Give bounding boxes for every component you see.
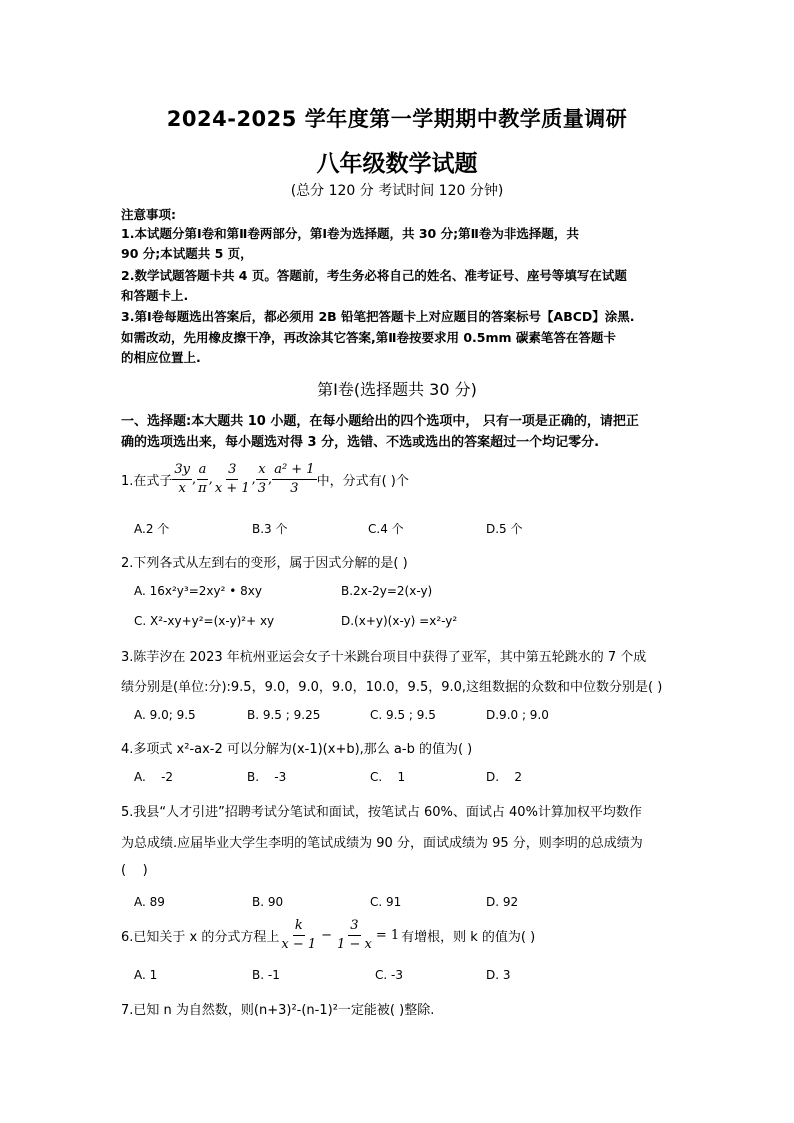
- question-6-stem: [121, 918, 535, 953]
- section-title: 第Ⅰ卷(选择题共 30 分): [317, 380, 477, 399]
- section-instruction: 一、选择题:本大题共 10 小题，在每小题给出的四个选项中， 只有一项是正确的，请把正: [121, 414, 639, 429]
- question-1-stem: [121, 462, 409, 497]
- option-a: A. 16x²y³=2xy² • 8xy: [134, 584, 262, 598]
- notes-line: 如需改动，先用橡皮擦干净，再改涂其它答案,第Ⅱ卷按要求用 0.5mm 碳素笔答在答题卡: [121, 330, 616, 345]
- option-c: C. 91: [370, 895, 402, 909]
- option-b: B. 90: [252, 895, 284, 909]
- option-d: D. 3: [486, 968, 511, 982]
- option-d: D. 92: [486, 895, 519, 909]
- denominator: π: [198, 481, 207, 496]
- option-a: A.2 个: [134, 522, 170, 536]
- notes-line: 90 分;本试题共 5 页，: [121, 246, 253, 261]
- option-b: B. 9.5 ; 9.25: [247, 708, 321, 722]
- question-2-stem: 2.下列各式从左到右的变形，属于因式分解的是( ): [121, 556, 408, 571]
- comma: ,: [268, 472, 273, 487]
- fraction: [213, 462, 252, 497]
- option-b: B. -1: [252, 968, 280, 982]
- comma: ,: [192, 472, 197, 487]
- numerator: 3: [226, 462, 238, 480]
- option-a: A. 89: [134, 895, 165, 909]
- q1-prefix: 1.在式子: [121, 474, 173, 489]
- comma: ,: [208, 472, 213, 487]
- notes-line: 和答题卡上.: [121, 288, 189, 303]
- notes-line: 2.数学试题答题卡共 4 页。答题前，考生务必将自己的姓名、准考证号、座号等填写在试题: [121, 268, 627, 283]
- exam-subtitle: 八年级数学试题: [316, 151, 478, 177]
- option-d: D.(x+y)(x-y) =x²-y²: [341, 614, 458, 628]
- numerator: k: [293, 918, 305, 936]
- fraction: [172, 462, 192, 497]
- option-a: A. 1: [134, 968, 158, 982]
- question-3-stem: 绩分别是(单位:分):9.5，9.0，9.0，9.0，10.0，9.5，9.0,这组数据的众数和中位数分别是( ): [121, 680, 663, 695]
- question-3-stem: 3.陈芋汐在 2023 年杭州亚运会女子十米跳台项目中获得了亚军，其中第五轮跳水的 7 个成: [121, 650, 647, 665]
- numerator: 3: [348, 918, 360, 936]
- section-instruction: 确的选项选出来，每小题选对得 3 分，选错、不选或选出的答案超过一个均记零分.: [121, 435, 600, 450]
- q6-prefix: 6.已知关于 x 的分式方程上: [121, 930, 280, 945]
- option-d: D.5 个: [486, 522, 523, 536]
- question-5-stem: 5.我县“人才引进”招聘考试分笔试和面试，按笔试占 60%、面试占 40%计算加权平均数作: [121, 805, 642, 820]
- denominator: x + 1: [214, 481, 250, 496]
- numerator: a² + 1: [272, 462, 316, 480]
- notes-line: 的相应位置上.: [121, 350, 201, 365]
- question-7-stem: 7.已知 n 为自然数，则(n+3)²-(n-1)²一定能被( )整除.: [121, 1003, 435, 1018]
- option-d: D.9.0 ; 9.0: [486, 708, 549, 722]
- equals-one: = 1: [375, 928, 400, 943]
- denominator: x: [178, 481, 186, 496]
- denominator: x − 1: [281, 937, 317, 952]
- option-b: B.2x-2y=2(x-y): [341, 584, 433, 598]
- fraction: [272, 462, 316, 497]
- option-b: B.3 个: [252, 522, 288, 536]
- option-c: C. -3: [375, 968, 403, 982]
- exam-title: 2024-2025 学年度第一学期期中教学质量调研: [166, 107, 628, 131]
- numerator: 3y: [172, 462, 192, 480]
- question-5-stem: 为总成绩.应届毕业大学生李明的笔试成绩为 90 分，面试成绩为 95 分，则李明的总成绩为: [121, 836, 643, 851]
- denominator: 1 − x: [337, 937, 372, 952]
- option-b: B. -3: [247, 770, 287, 784]
- denominator: 3: [290, 481, 299, 496]
- numerator: x: [256, 462, 267, 480]
- notes-line: 3.第Ⅰ卷每题选出答案后，都必须用 2B 铅笔把答题卡上对应题目的答案标号【ABCD】涂黑.: [121, 309, 635, 324]
- question-5-stem: ( ): [121, 863, 148, 878]
- minus-sign: −: [321, 928, 333, 943]
- question-4-stem: 4.多项式 x²-ax-2 可以分解为(x-1)(x+b),那么 a-b 的值为( ): [121, 742, 473, 757]
- fraction: [256, 462, 268, 497]
- q1-suffix: 中，分式有( )个: [316, 474, 409, 489]
- exam-meta: (总分 120 分 考试时间 120 分钟): [290, 183, 504, 199]
- comma: ,: [251, 472, 256, 487]
- fraction: [335, 918, 374, 953]
- numerator: a: [197, 462, 209, 480]
- notes-line: 1.本试题分第Ⅰ卷和第Ⅱ卷两部分，第Ⅰ卷为选择题，共 30 分;第Ⅱ卷为非选择题，共: [121, 226, 579, 241]
- fraction: [196, 462, 209, 497]
- option-a: A. 9.0; 9.5: [134, 708, 196, 722]
- notes-heading: 注意事项:: [121, 207, 176, 222]
- option-c: C. X²-xy+y²=(x-y)²+ xy: [134, 614, 275, 628]
- option-c: C. 1: [370, 770, 406, 784]
- denominator: 3: [257, 481, 267, 496]
- fraction: [279, 918, 318, 953]
- option-d: D. 2: [486, 770, 522, 784]
- q6-suffix: 有增根，则 k 的值为( ): [401, 930, 536, 945]
- option-a: A. -2: [134, 770, 174, 784]
- option-c: C. 9.5 ; 9.5: [370, 708, 436, 722]
- option-c: C.4 个: [368, 522, 404, 536]
